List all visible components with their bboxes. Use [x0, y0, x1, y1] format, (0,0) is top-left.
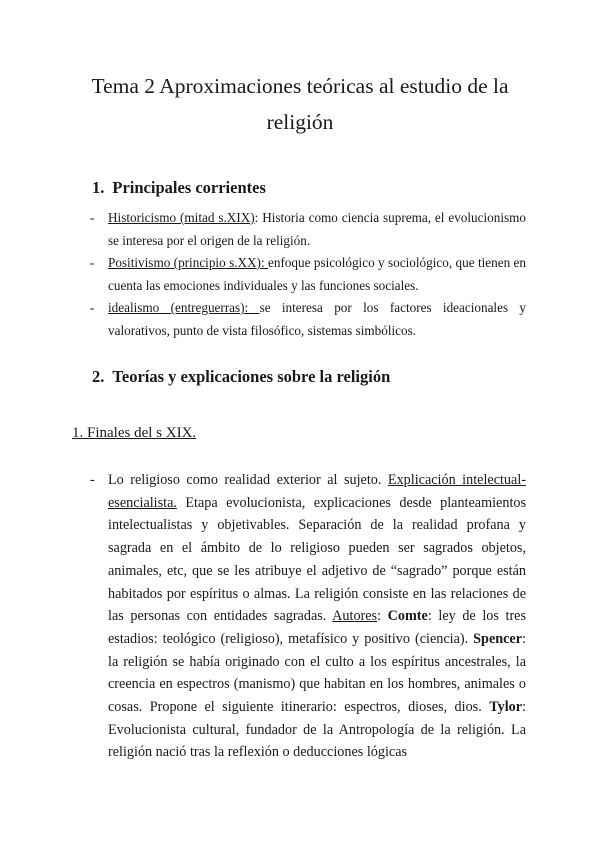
author-tylor: Tylor: [489, 699, 523, 716]
item-text: enfoque psicológico y sociológico, que tienen en cuenta las emociones individuales y las funciones sociales.: [108, 255, 527, 293]
authors-label: Autores: [332, 608, 378, 625]
section-number: 1.: [92, 178, 105, 197]
paragraph-dash: -: [90, 472, 95, 488]
list-item: - idealismo (entreguerras): se interesa por los factores ideacionales y valorativos, punto de vista filosófico, sistemas simbólicos.: [90, 300, 526, 338]
paragraph-text: Lo religioso como realidad exterior al sujeto. Explicación intelectual-esencialista. Etapa evolucionista, explicaciones desde planteamientos intelectualistas y objetivables. Separación de la realidad profana y sagrada en el ámbito de lo religioso pueden ser sagrados objetos, animales, etc, que se les atribuye el adjetivo de “sagrado” porque están habitados por espíritus o almas. La religión consiste en las relaciones de las personas con entidades sagradas. Autores: Comte: ley de los tres estadios: teológico (religioso), metafísico y positivo (ciencia). Spencer: la religión se había originado con el culto a los espíritus ancestrales, la creencia en espectros (manismo) que habitan en los hombres, animales o cosas. Propone el siguiente itinerario: espectros, dioses, dios. Tylor: Evolucionista cultural, fundador de la Antropología de la religión. La religión nació tras la reflexión o deducciones lógicas: [108, 472, 526, 761]
underlined-phrase: Explicación intelectual-esencialista.: [108, 472, 526, 511]
subsection-heading: 1. Finales del s XIX.: [72, 425, 197, 441]
section-heading-2: [92, 367, 390, 387]
term-positivism: Positivismo (principio s.XX):: [108, 255, 268, 270]
section-title: Teorías y explicaciones sobre la religión: [112, 367, 391, 386]
author-comte: Comte: [387, 608, 428, 625]
list-item: - Historicismo (mitad s.XIX): Historia como ciencia suprema, el evolucionismo se interesa por el origen de la religión.: [90, 210, 526, 248]
section-number: 2.: [92, 367, 105, 386]
body-paragraph: [90, 469, 526, 764]
author-spencer: Spencer: [473, 630, 523, 647]
section-title: Principales corrientes: [112, 178, 266, 197]
section-heading-1: [92, 178, 266, 198]
page-title: Tema 2 Aproximaciones teóricas al estudio de la religión: [91, 74, 509, 134]
list-item: - Positivismo (principio s.XX): enfoque psicológico y sociológico, que tienen en cuenta las emociones individuales y las funciones sociales.: [90, 255, 527, 293]
item-text: : Historia como ciencia suprema, el evolucionismo se interesa por el origen de la religión.: [108, 210, 526, 248]
term-historicism: Historicismo (mitad s.XIX): [108, 210, 255, 225]
currents-list: [90, 207, 526, 342]
item-text: se interesa por los factores ideacionales y valorativos, punto de vista filosófico, sistemas simbólicos.: [108, 300, 526, 338]
term-idealism: idealismo (entreguerras):: [108, 300, 260, 315]
